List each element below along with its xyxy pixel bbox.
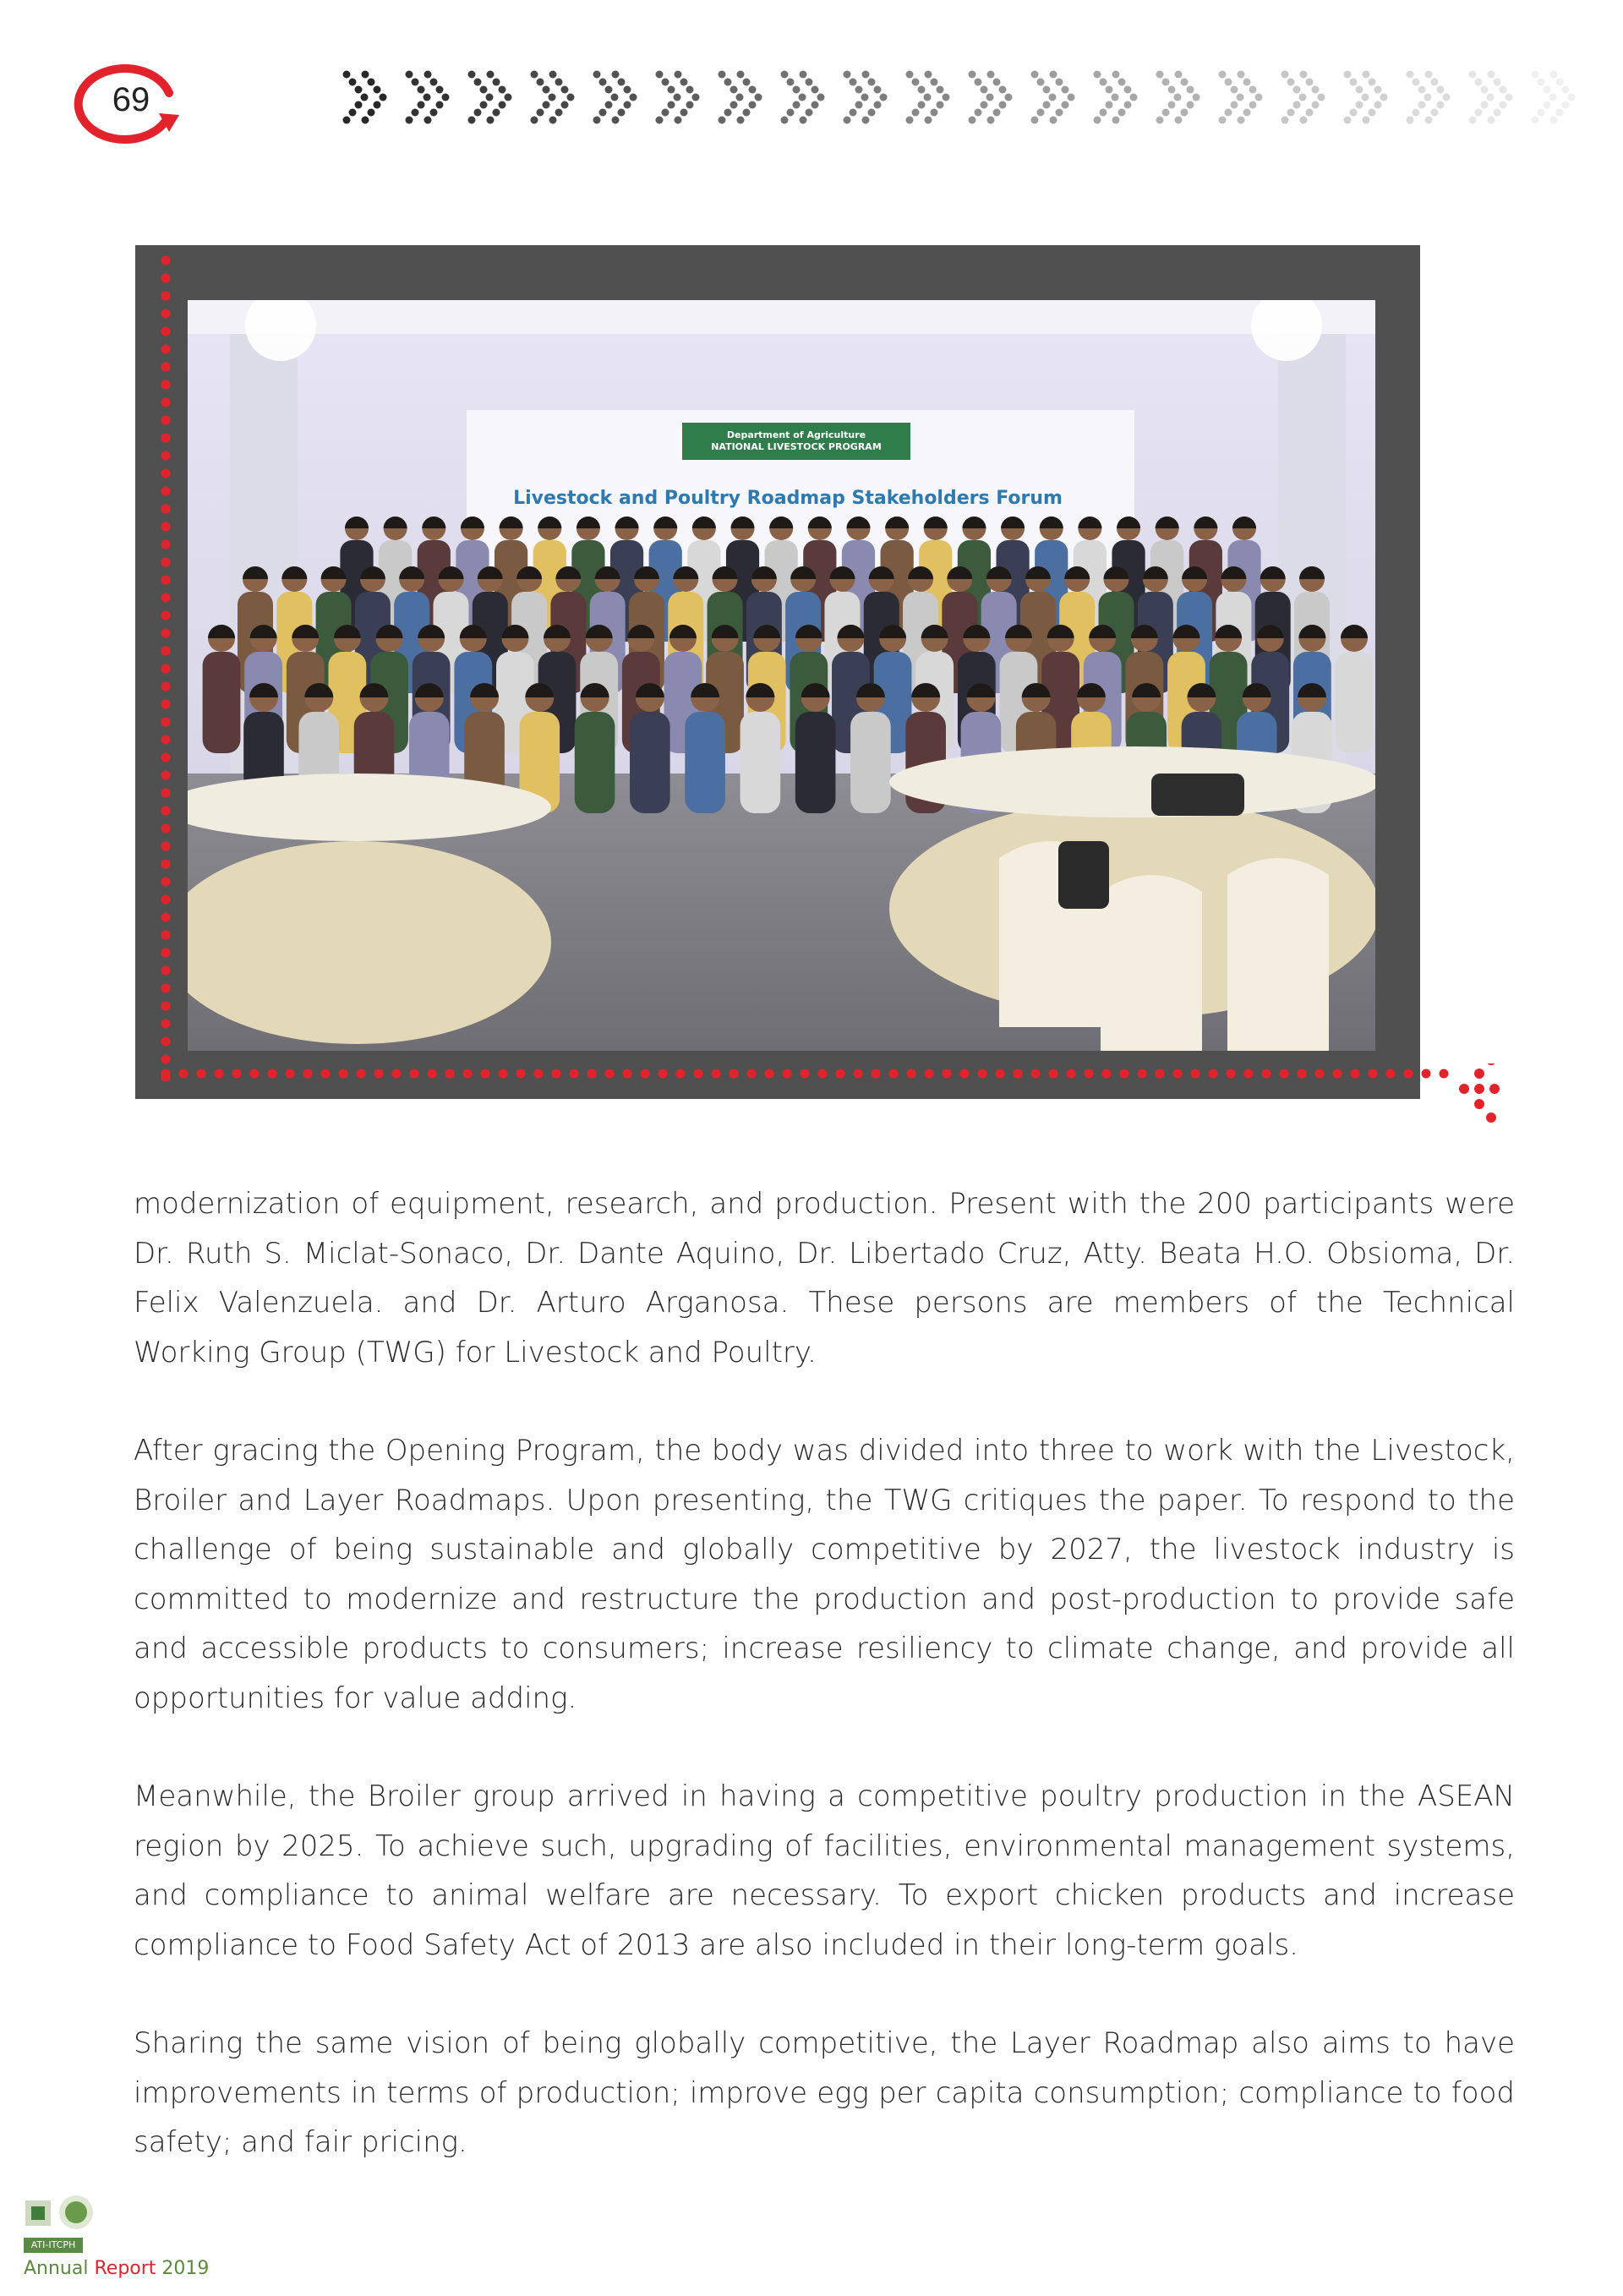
article-body xyxy=(134,1179,1515,2217)
event-banner-green xyxy=(682,423,910,460)
forum-group-photo xyxy=(188,300,1375,1051)
paragraph-4: Sharing the same vision of being globally competitive, the Layer Roadmap also aims to have improvements in terms of production; improve egg per capita consumption; compliance to food safety; and fair pricing. xyxy=(134,2026,1515,2159)
paragraph-1: modernization of equipment, research, and production. Present with the 200 participants were Dr. Ruth S. Miclat-Sonaco, Dr. Dante Aquino, Dr. Libertado Cruz, Atty. Beata H.O. Obsioma, Dr. Felix Valenzuela. and Dr. Arturo Arganosa. These persons are members of the Technical Working Group (TWG) for Livestock and Poultry. xyxy=(134,1187,1515,1369)
event-banner-title: Livestock and Poultry Roadmap Stakeholders Forum xyxy=(513,488,1063,509)
report-word-annual: Annual xyxy=(24,2258,89,2279)
left-dot-border-icon xyxy=(156,254,176,1082)
report-year: 2019 xyxy=(161,2258,210,2279)
banner-line2: NATIONAL LIVESTOCK PROGRAM xyxy=(711,441,882,452)
banner-line1: Department of Agriculture xyxy=(726,429,866,440)
chevron-decoration-icon xyxy=(338,59,1598,135)
paragraph-3: Meanwhile, the Broiler group arrived in having a competitive poultry production in the ASEAN region by 2025. To achieve such, upgrading of facilities, environmental management systems, and compliance to animal welfare are necessary. To export chicken products and increase compliance to Food Safety Act of 2013 are also included in their long-term goals. xyxy=(134,1779,1515,1962)
footer-org-label: ATI-ITCPH xyxy=(24,2238,83,2253)
paragraph-2: After gracing the Opening Program, the body was divided into three to work with the Livestock, Broiler and Layer Roadmaps. Upon presenting, the TWG critiques the paper. To respond to the challenge of being sustainable and globally competitive by 2027, the livestock industry is committed to modernize and restructure the production and post-production to provide safe and accessible products to consumers; increase resiliency to climate change, and provide all opportunities for value adding. xyxy=(134,1434,1515,1715)
annual-report-label xyxy=(24,2258,209,2279)
page-number: 69 xyxy=(112,81,150,118)
agency-logos-icon xyxy=(24,2194,100,2233)
page-number-badge xyxy=(68,59,194,152)
group-photo-image xyxy=(188,300,1375,1051)
bottom-dot-arrow-icon xyxy=(156,1063,1516,1140)
footer-branding xyxy=(24,2194,243,2287)
report-word-report: Report xyxy=(94,2258,156,2279)
